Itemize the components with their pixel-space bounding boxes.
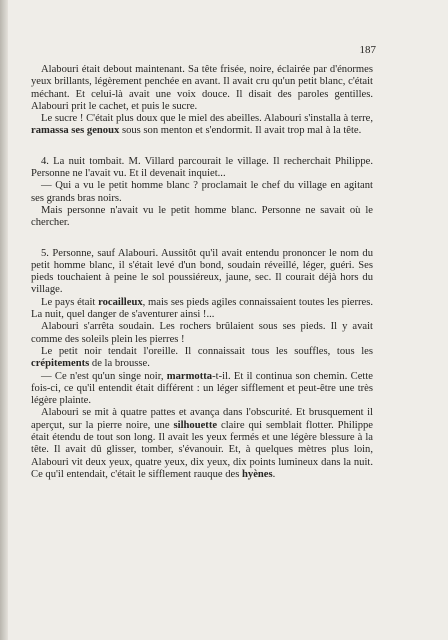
bold-term: rocailleux (98, 296, 143, 308)
text-segment: — Qui a vu le petit homme blanc ? proclamait le chef du village en agitant ses grands bras noirs. (31, 180, 373, 204)
bold-term: marmotta (166, 370, 213, 382)
text-segment: Alabouri se mit à quatre pattes et avança dans l'obscurité. Et brusquement il aperçut, sur la pierre noire, une (31, 407, 373, 431)
paragraph-p11 (31, 407, 373, 481)
bold-term: ramassa ses genoux (31, 125, 120, 137)
text-segment: -t-il. Et il continua son chemin. Cette fois-ci, ce qu'il entendit était différent : un léger sifflement et peut-être une très légère plainte. (31, 370, 373, 407)
text-segment: — Ce n'est qu'un singe noir, (41, 370, 167, 382)
text-segment: 5. Personne, sauf Alabouri. Aussitôt qu'il avait entendu prononcer le nom du petit homme blanc, il s'était levé d'un bond, soudain réveillé, léger, guéri. Ses pieds touchaient à peine le sol poussiéreux, jaune, sec. Il courait déjà hors du village. (31, 247, 373, 296)
text-segment: 4. La nuit tombait. M. Villard parcourait le village. Il recherchait Philippe. Personne ne l'avait vu. Et il devenait inquiet... (31, 155, 373, 180)
paragraph-p3 (31, 156, 373, 181)
text-segment: Alabouri était debout maintenant. Sa tête frisée, noire, éclairée par d'énormes yeux brillants, légèrement penchée en avant. Il avait cru qu'un petit blanc, c'était méchant. Et celui-là avait une voix douce. Il disait des paroles gentilles. Alabouri prit le cachet, et puis le sucre. (31, 64, 373, 112)
text-segment: , mais ses pieds agiles connaissaient toutes les pierres. La nuit, quel danger de s'aventurer ainsi !... (31, 296, 373, 321)
bold-term: silhouette (173, 419, 218, 431)
text-segment: Alabouri s'arrêta soudain. Les rochers brûlaient sous ses pieds. Il y avait comme des soleils plein les pierres ! (31, 321, 373, 345)
paragraph-p6 (31, 248, 373, 297)
text-segment: sous son menton et s'endormit. Il avait trop mal à la tête. (119, 125, 362, 137)
text-segment: . (272, 468, 276, 480)
paragraph-p5 (31, 205, 373, 230)
text-segment: Mais personne n'avait vu le petit homme blanc. Personne ne savait où le chercher. (31, 204, 373, 229)
page-number: 187 (359, 44, 376, 56)
bold-term: crépitements (31, 358, 90, 370)
bold-term: hyènes (242, 468, 273, 480)
paragraph-p4 (31, 180, 373, 205)
paragraph-p9 (31, 346, 373, 371)
page-spine-shadow (0, 0, 8, 640)
text-segment: de la brousse. (89, 358, 150, 370)
paragraph-p7 (31, 297, 373, 322)
paragraph-p8 (31, 321, 373, 346)
paragraph-p10 (31, 371, 373, 408)
page-body-text (31, 64, 373, 481)
paragraph-p1 (31, 64, 373, 113)
text-segment: Le petit noir tendait l'oreille. Il connaissait tous les souffles, tous les (41, 345, 373, 357)
text-segment: Le sucre ! C'était plus doux que le miel des abeilles. Alabouri s'installa à terre, (41, 113, 373, 125)
paragraph-p2 (31, 113, 373, 138)
text-segment: claire qui semblait flotter. Philippe était étendu de tout son long. Il avait les yeux fermés et une légère blessure à la tête. Il avait dû glisser, tomber, s'évanouir. Et, à quelques mètres plus loin, Alabouri vit deux yeux, quatre yeux, dix yeux, dix points lumineux dans la nuit. Ce qu'il entendait, c'était le sifflement rauque des (31, 419, 373, 480)
text-segment: Le pays était (41, 296, 99, 308)
